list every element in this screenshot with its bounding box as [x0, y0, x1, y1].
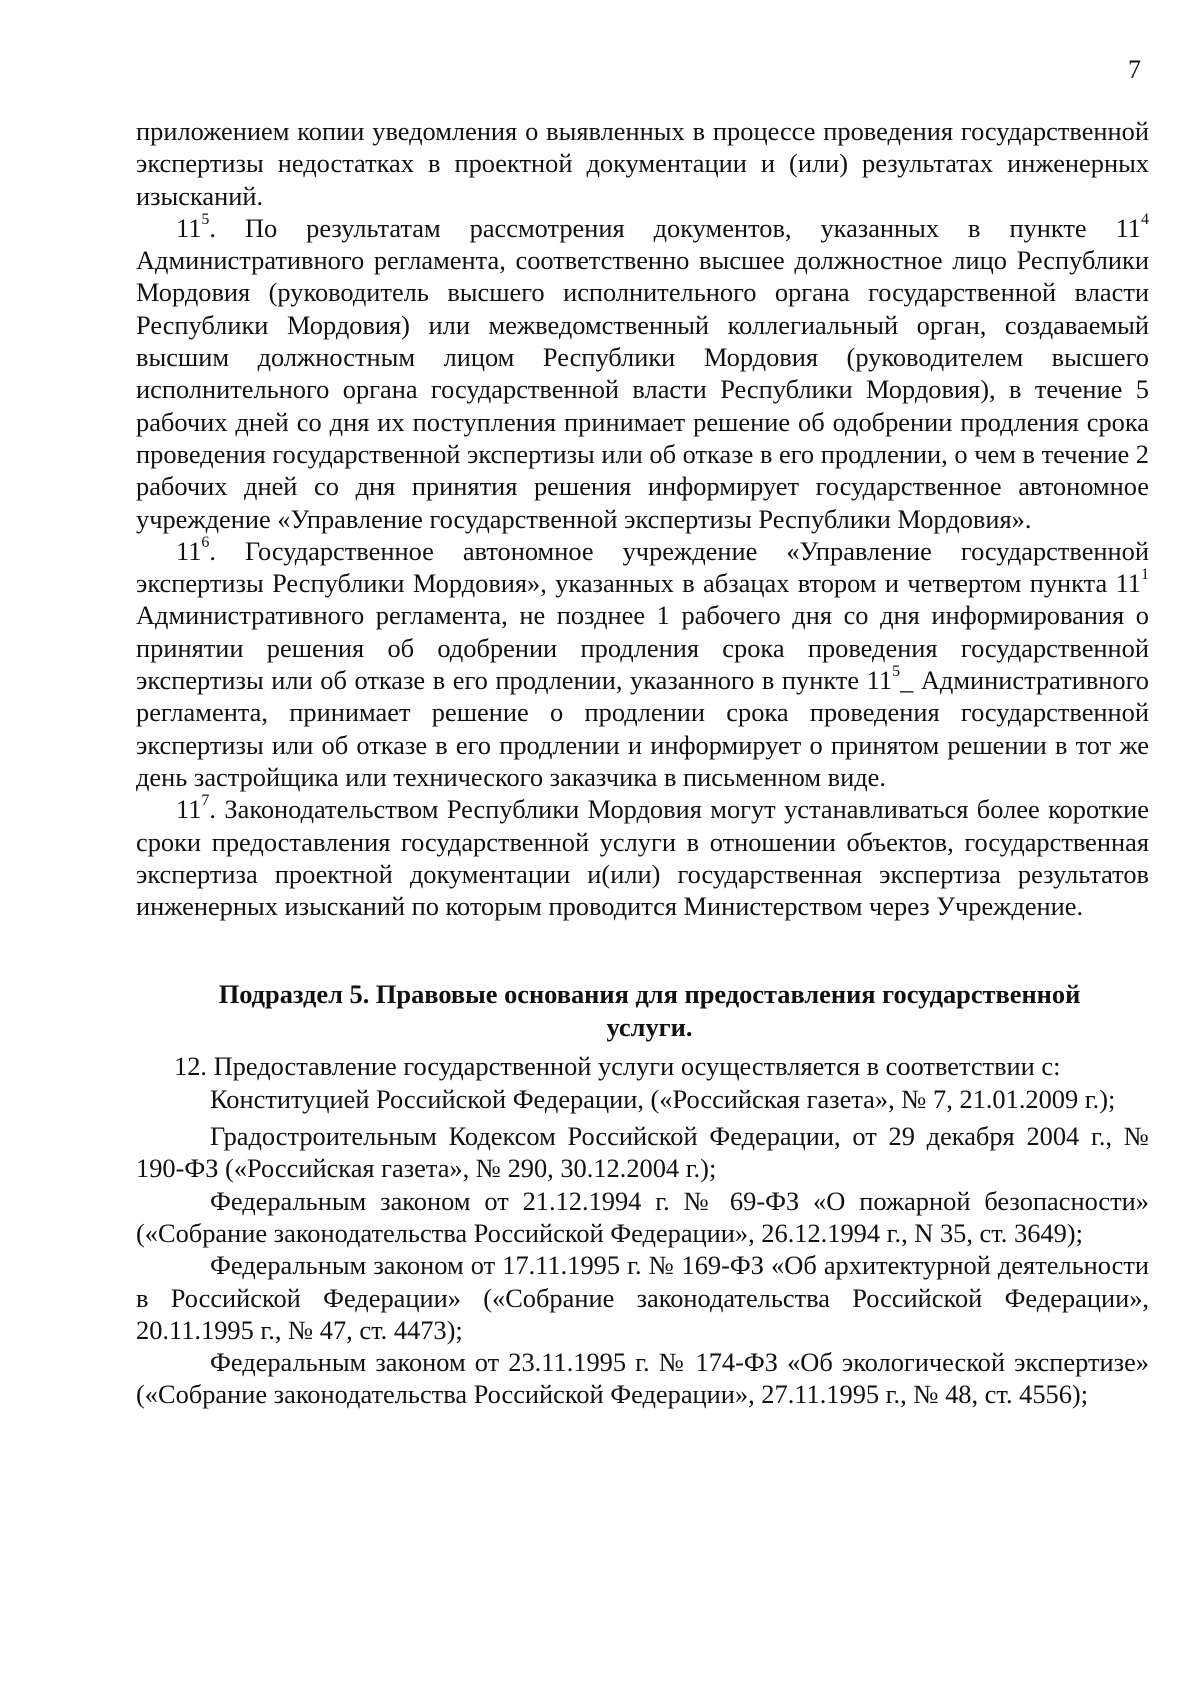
paragraph-number: 11 [176, 535, 202, 566]
paragraph-11-6 [136, 535, 1149, 793]
section-heading [136, 978, 1149, 1044]
reference-superscript: 4 [1141, 211, 1149, 229]
paragraph-number: 11 [176, 794, 202, 825]
paragraph-text: . По результатам рассмотрения документов, указанных в пункте 11 [209, 212, 1141, 243]
paragraph-number: 11 [176, 212, 202, 243]
legal-basis-item: Федеральным законом от 17.11.1995 г. № 169-ФЗ «Об архитектурной деятельности в Российской Федерации» («Собрание законодательства Российской Федерации», 20.11.1995 г., № 47, ст. 4473); [136, 1250, 1149, 1345]
reference-superscript: 5 [892, 663, 901, 681]
document-body [136, 115, 1149, 1411]
legal-basis-item: Федеральным законом от 21.12.1994 г. № 69-ФЗ «О пожарной безопасности» («Собрание законодательства Российской Федерации», 26.12.1994 г., N 35, ст. 3649); [136, 1185, 1149, 1248]
paragraph-continuation: приложением копии уведомления о выявленных в процессе проведения государственной экспертизы недостатках в проектной документации и (или) результатах инженерных изысканий. [136, 116, 1149, 211]
legal-basis-item: Градостроительным Кодексом Российской Федерации, от 29 декабря 2004 г., № 190-ФЗ («Российская газета», № 290, 30.12.2004 г.); [136, 1121, 1149, 1184]
paragraph-text: Административного регламента, не позднее 1 рабочего дня со дня информирования о принятии решения об одобрении продления срока проведения государственной экспертизы или об отказе в его продлении, указанного в пункте 11 [136, 600, 1149, 696]
paragraph-text: _ Административного регламента, принимает решение о продлении срока проведения государственной экспертизы или об отказе в его продлении и информирует о принятом решении в тот же день застройщика или технического заказчика в письменном виде. [136, 665, 1149, 792]
paragraph-text: . Государственное автономное учреждение «Управление государственной экспертизы Республики Мордовия», указанных в абзацах втором и четвертом пункта 11 [136, 535, 1149, 599]
section-heading-line: Подраздел 5. Правовые основания для предоставления государственной [218, 979, 1081, 1010]
paragraph-12: 12. Предоставление государственной услуги осуществляется в соответствии с: [174, 1051, 1061, 1082]
legal-basis-item: Конституцией Российской Федерации, («Российская газета», № 7, 21.01.2009 г.); [210, 1083, 1116, 1114]
paragraph-number-superscript: 6 [201, 534, 210, 552]
legal-basis-item: Федеральным законом от 23.11.1995 г. № 174-ФЗ «Об экологической экспертизе» («Собрание законодательства Российской Федерации», 27.11.1995 г., № 48, ст. 4556); [136, 1347, 1149, 1410]
paragraph-text: Административного регламента, соответственно высшее должностное лицо Республики Мордовия (руководитель высшего исполнительного органа государственной власти Республики Мордовия) или межведомственный коллегиальный орган, создаваемый высшим должностным лицом Республики Мордовия (руководителем высшего исполнительного органа государственной власти Республики Мордовия), в течение 5 рабочих дней со дня их поступления принимает решение об одобрении продления срока проведения государственной экспертизы или об отказе в его продлении, о чем в течение 2 рабочих дней со дня принятия решения информирует государственное автономное учреждение «Управление государственной экспертизы Республики Мордовия». [136, 245, 1149, 534]
reference-superscript: 1 [1141, 566, 1149, 584]
paragraph-11-5 [136, 212, 1149, 535]
paragraph-text: . Законодательством Республики Мордовия могут устанавливаться более короткие сроки предоставления государственной услуги в отношении объектов, государственная экспертиза проектной документации и(или) государственная экспертиза результатов инженерных изысканий по которым проводится Министерством через Учреждение. [136, 794, 1149, 922]
section-heading-line: услуги. [606, 1012, 693, 1043]
paragraph-number-superscript: 7 [201, 792, 210, 810]
paragraph-number-superscript: 5 [201, 211, 210, 229]
paragraph-11-7 [136, 793, 1149, 922]
page-number: 7 [1128, 55, 1141, 84]
